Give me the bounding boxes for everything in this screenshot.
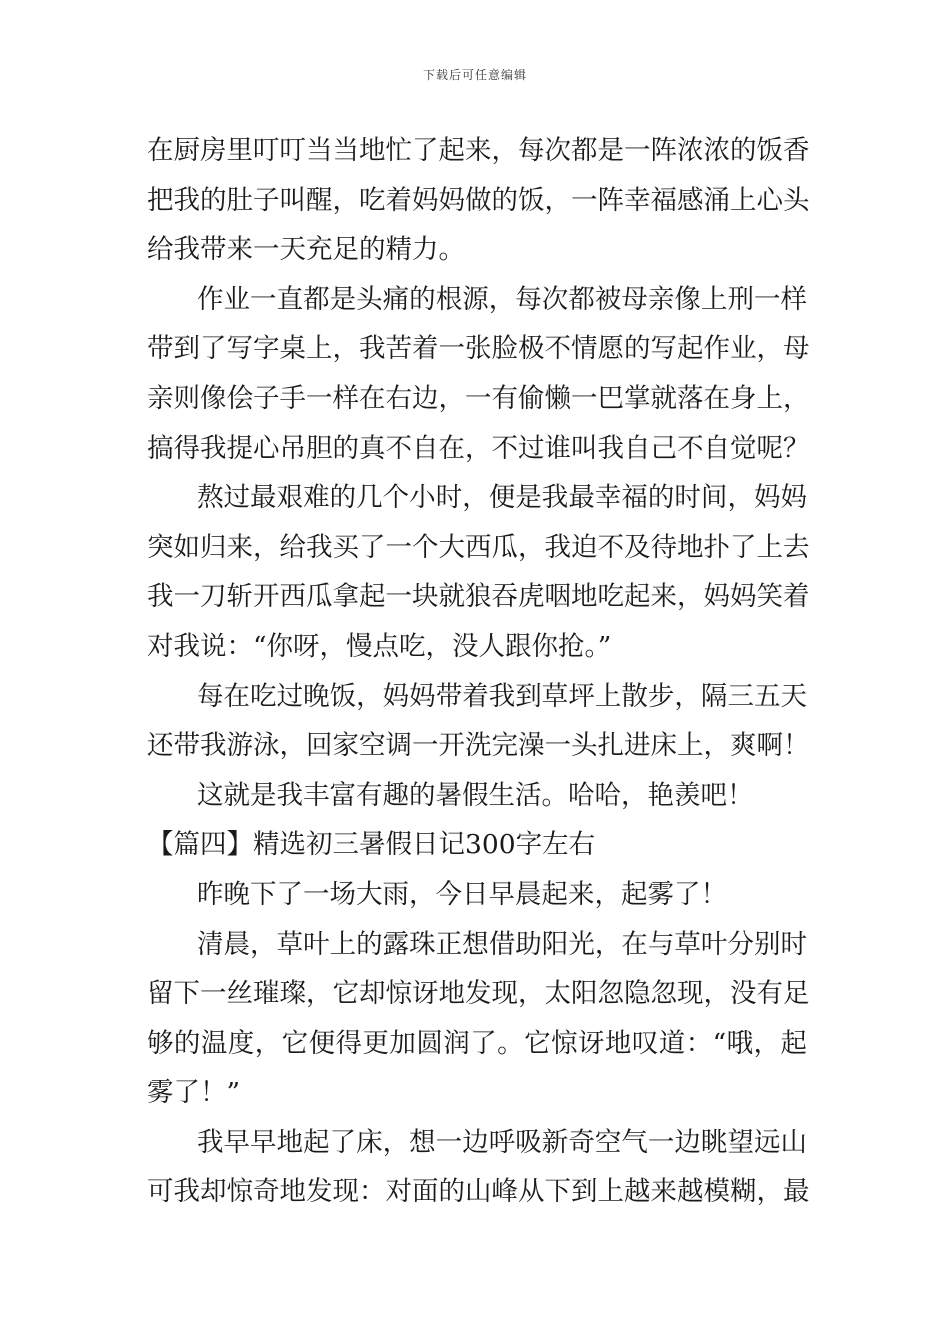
page-header: 下载后可任意编辑 (422, 68, 527, 82)
text-line: 留下一丝璀璨，它却惊讶地发现，太阳忽隐忽现，没有足 (147, 978, 810, 1010)
text-line: 突如归来，给我买了一个大西瓜，我迫不及待地扑了上去 (147, 531, 810, 563)
text-line: 雾了！” (147, 1077, 241, 1109)
text-line: 给我带来一天充足的精力。 (147, 234, 465, 266)
text-line: 每在吃过晚饭，妈妈带着我到草坪上散步，隔三五天 (197, 680, 807, 712)
text-line: 我一刀斩开西瓜拿起一块就狼吞虎咽地吃起来，妈妈笑着 (147, 581, 810, 613)
text-line: 我早早地起了床，想一边呼吸新奇空气一边眺望远山 (197, 1126, 807, 1158)
text-line: 把我的肚子叫醒，吃着妈妈做的饭，一阵幸福感涌上心头 (147, 184, 810, 216)
text-line: 作业一直都是头痛的根源，每次都被母亲像上刑一样 (197, 283, 807, 315)
text-line: 搞得我提心吊胆的真不自在，不过谁叫我自己不自觉呢？ (147, 432, 810, 464)
text-line: 清晨，草叶上的露珠正想借助阳光，在与草叶分别时 (197, 928, 807, 960)
text-line: 在厨房里叮叮当当地忙了起来，每次都是一阵浓浓的饭香 (147, 135, 810, 166)
text-line: 带到了写字桌上，我苦着一张脸极不情愿的写起作业，母 (147, 333, 810, 365)
section-heading: 【篇四】精选初三暑假日记300字左右 (147, 829, 596, 861)
text-line: 亲则像侩子手一样在右边，一有偷懒一巴掌就落在身上， (147, 382, 810, 414)
text-line: 对我说：“你呀，慢点吃，没人跟你抢。” (147, 630, 612, 662)
text-line: 可我却惊奇地发现：对面的山峰从下到上越来越模糊，最 (147, 1176, 810, 1208)
text-line: 够的温度，它便得更加圆润了。它惊讶地叹道：“哦，起 (147, 1027, 807, 1059)
text-line: 熬过最艰难的几个小时，便是我最幸福的时间，妈妈 (197, 482, 807, 514)
text-line: 昨晚下了一场大雨，今日早晨起来，起雾了！ (197, 878, 727, 910)
text-line: 这就是我丰富有趣的暑假生活。哈哈，艳羡吧！ (197, 779, 754, 811)
document-body (147, 126, 810, 1217)
text-line: 还带我游泳，回家空调一开洗完澡一头扎进床上，爽啊！ (147, 730, 810, 762)
